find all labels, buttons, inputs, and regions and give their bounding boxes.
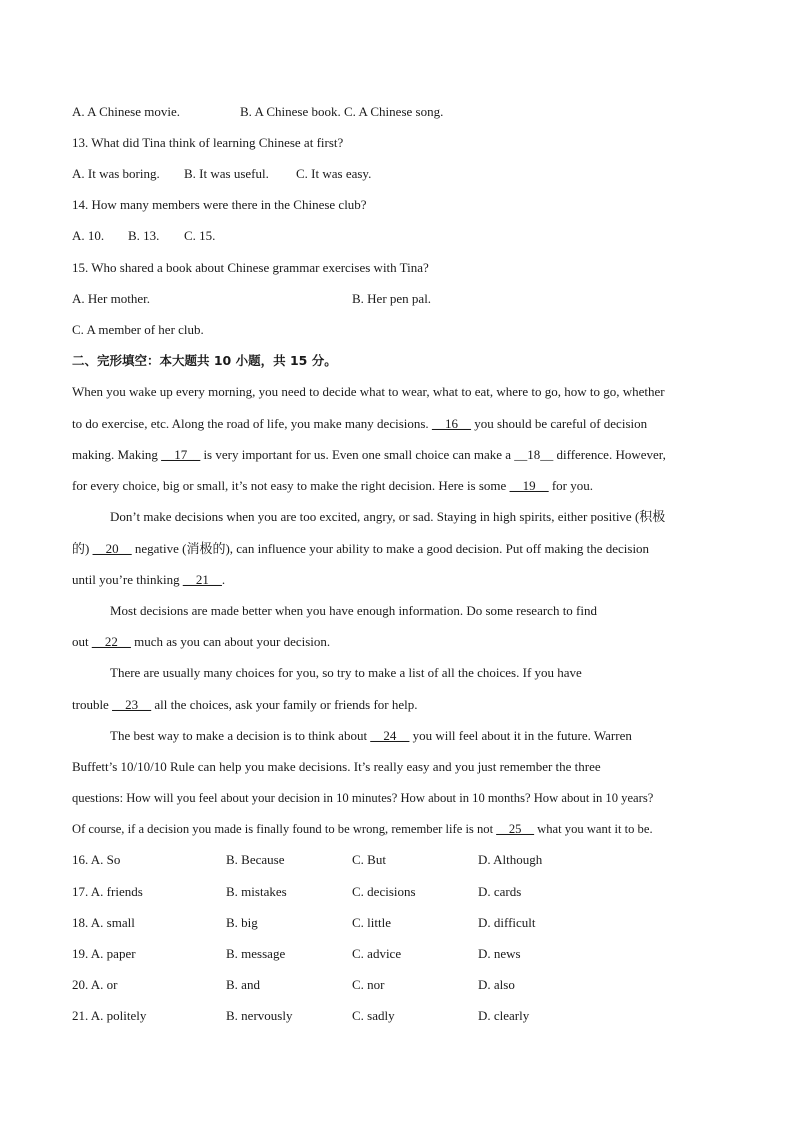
option-17-b: B. mistakes <box>226 884 287 899</box>
line-text: Most decisions are made better when you have enough information. Do some research to find <box>110 603 597 618</box>
option-21-b: B. nervously <box>226 1008 293 1023</box>
option-17-d: D. cards <box>478 884 522 899</box>
q15-option-b: B. Her pen pal. <box>352 291 432 306</box>
option-19-b: B. message <box>226 946 286 961</box>
passage-line <box>72 478 593 494</box>
passage-line <box>72 759 601 775</box>
line-text: out <box>72 634 92 649</box>
q14-option-c: C. 15. <box>184 228 216 243</box>
line-text: Don’t make decisions when you are too excited, angry, or sad. Staying in high spirits, either positive (积极 <box>110 509 666 524</box>
line-text: questions: How will you feel about your decision in 10 minutes? How about in 10 months? How about in 10 years? <box>72 791 654 805</box>
passage-line <box>72 572 225 588</box>
passage-line <box>72 416 647 432</box>
line-text: making. Making <box>72 447 162 462</box>
option-16-c: C. But <box>352 852 386 867</box>
passage-line <box>72 541 649 557</box>
option-17-c: C. decisions <box>352 884 416 899</box>
passage-line <box>110 728 632 744</box>
line-text: There are usually many choices for you, so try to make a list of all the choices. If you have <box>110 665 582 680</box>
passage-line <box>110 509 665 525</box>
option-16-b: B. Because <box>226 852 285 867</box>
blank-17: __17__ <box>161 447 201 462</box>
line-text: Buffett’s 10/10/10 Rule can help you make decisions. It’s really easy and you just remember the three <box>72 759 601 774</box>
q14-question: 14. How many members were there in the Chinese club? <box>72 197 367 212</box>
option-19-c: C. advice <box>352 946 402 961</box>
passage-line <box>72 821 653 837</box>
passage-line <box>72 634 330 650</box>
option-20-a: 20. A. or <box>72 977 118 992</box>
line-text: Of course, if a decision you made is finally found to be wrong, remember life is not <box>72 822 497 836</box>
line-text: negative (消极的), can influence your ability to make a good decision. Put off making the decision <box>131 541 650 556</box>
passage-line <box>72 697 418 713</box>
line-text: much as you can about your decision. <box>130 634 331 649</box>
option-20-c: C. nor <box>352 977 385 992</box>
option-19-d: D. news <box>478 946 521 961</box>
line-text: The best way to make a decision is to think about <box>110 728 371 743</box>
option-20-d: D. also <box>478 977 515 992</box>
line-text: to do exercise, etc. Along the road of life, you make many decisions. <box>72 416 432 431</box>
passage-line <box>110 603 597 619</box>
line-text: all the choices, ask your family or friends for help. <box>151 697 418 712</box>
q14-option-a: A. 10. <box>72 228 105 243</box>
line-text: 的) <box>72 541 93 556</box>
line-text: you will feel about it in the future. Warren <box>409 728 632 743</box>
q15-option-a: A. Her mother. <box>72 291 150 306</box>
q13-question: 13. What did Tina think of learning Chinese at first? <box>72 135 344 150</box>
passage-line <box>110 665 582 681</box>
q12-options <box>72 104 180 120</box>
q12-option-c: C. A Chinese song. <box>344 104 444 119</box>
option-18-c: C. little <box>352 915 391 930</box>
option-18-d: D. difficult <box>478 915 536 930</box>
line-text: When you wake up every morning, you need to decide what to wear, what to eat, where to go, how to go, whether <box>72 384 665 399</box>
line-text: . <box>221 572 226 587</box>
q13-option-b: B. It was useful. <box>184 166 269 181</box>
line-text: for you. <box>548 478 593 493</box>
line-text: until you’re thinking <box>72 572 183 587</box>
q14-option-b: B. 13. <box>128 228 160 243</box>
q12-option-b: B. A Chinese book. <box>240 104 341 119</box>
passage-line <box>72 790 653 806</box>
option-21-a: 21. A. politely <box>72 1008 147 1023</box>
option-18-b: B. big <box>226 915 258 930</box>
line-text: what you want it to be. <box>534 822 653 836</box>
blank-16: __16__ <box>431 416 471 431</box>
blank-23: __23__ <box>112 697 152 712</box>
passage-line <box>72 384 665 400</box>
blank-19: __19__ <box>509 478 549 493</box>
option-18-a: 18. A. small <box>72 915 135 930</box>
q12-option-a: A. A Chinese movie. <box>72 104 180 119</box>
q12-option-bc <box>240 104 443 120</box>
option-21-d: D. clearly <box>478 1008 530 1023</box>
blank-24: __24__ <box>370 728 410 743</box>
blank-25: __25__ <box>496 822 535 836</box>
q15-question: 15. Who shared a book about Chinese grammar exercises with Tina? <box>72 260 429 275</box>
option-21-c: C. sadly <box>352 1008 395 1023</box>
q13-option-a: A. It was boring. <box>72 166 160 181</box>
blank-21: __21__ <box>182 572 222 587</box>
blank-22: __22__ <box>91 634 131 649</box>
option-20-b: B. and <box>226 977 260 992</box>
line-text: you should be careful of decision <box>470 416 648 431</box>
option-16-a: 16. A. So <box>72 852 121 867</box>
line-text: for every choice, big or small, it’s not easy to make the right decision. Here is some <box>72 478 510 493</box>
option-19-a: 19. A. paper <box>72 946 136 961</box>
blank-20: __20__ <box>92 541 132 556</box>
q13-option-c: C. It was easy. <box>296 166 372 181</box>
section-heading: 二、完形填空：本大题共 10 小题，共 15 分。 <box>72 353 337 368</box>
option-17-a: 17. A. friends <box>72 884 143 899</box>
passage-line <box>72 447 666 463</box>
q15-option-c: C. A member of her club. <box>72 322 204 337</box>
option-16-d: D. Although <box>478 852 543 867</box>
line-text: trouble <box>72 697 113 712</box>
line-text: is very important for us. Even one small choice can make a __18__ difference. However, <box>200 447 666 462</box>
